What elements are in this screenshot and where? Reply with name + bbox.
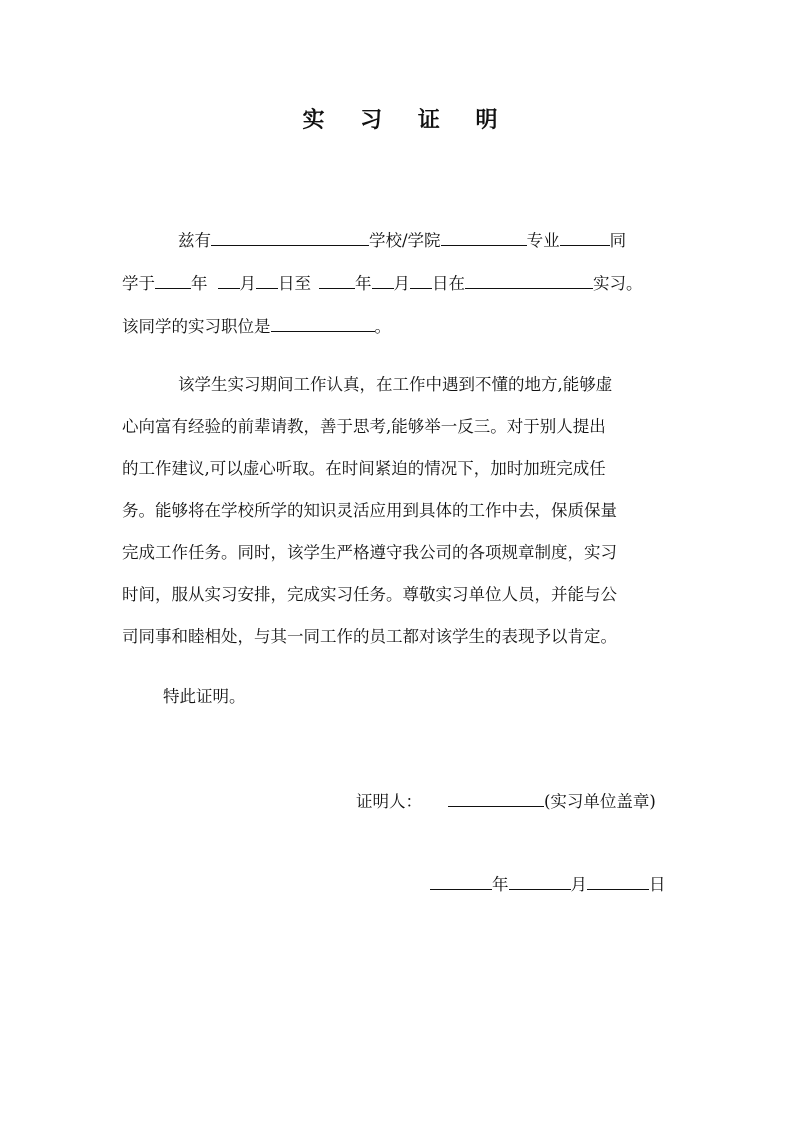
position-blank: [271, 315, 375, 332]
para2-line: 心向富有经验的前辈请教，善于思考,能够举一反三。对于别人提出: [122, 417, 606, 436]
closing-text: 特此证明。: [163, 687, 246, 706]
text: 年: [355, 274, 372, 293]
major-blank: [441, 229, 527, 246]
end-month-blank: [372, 272, 394, 289]
para1-line2: [122, 272, 643, 295]
text: 月: [239, 274, 256, 293]
day-blank: [587, 873, 649, 890]
name-blank: [560, 229, 610, 246]
para2-line: 的工作建议,可以虚心听取。在时间紧迫的情况下，加时加班完成任: [122, 459, 606, 478]
signature-label: 证明人：: [356, 792, 422, 811]
stamp-note: (实习单位盖章): [544, 792, 656, 811]
text: 学于: [122, 274, 155, 293]
text: 月: [393, 274, 410, 293]
text: 年: [191, 274, 208, 293]
document-title: 实 习 证 明: [302, 108, 512, 133]
start-month-blank: [218, 272, 240, 289]
signature-blank: [448, 790, 544, 807]
text: 该同学的实习职位是: [122, 317, 271, 336]
para1-line3: [122, 315, 391, 338]
end-year-blank: [319, 272, 355, 289]
text: 实习。: [593, 274, 643, 293]
month-blank: [509, 873, 571, 890]
para2-line: 完成工作任务。同时，该学生严格遵守我公司的各项规章制度，实习: [122, 543, 617, 562]
text: 学校/学院: [369, 231, 441, 250]
text: 日在: [432, 274, 465, 293]
text: 日: [649, 875, 666, 894]
text: 年: [492, 875, 509, 894]
text: 兹有: [178, 231, 211, 250]
year-blank: [430, 873, 492, 890]
para2-line: 务。能够将在学校所学的知识灵活应用到具体的工作中去，保质保量: [122, 501, 617, 520]
text: 同: [609, 231, 627, 250]
text: 专业: [526, 231, 560, 250]
text: 。: [374, 317, 391, 336]
school-blank: [211, 229, 369, 246]
end-day-blank: [410, 272, 432, 289]
date-line: [430, 873, 666, 896]
start-day-blank: [256, 272, 278, 289]
para1-line1: [178, 229, 626, 252]
para2-line: 时间，服从实习安排，完成实习任务。尊敬实习单位人员，并能与公: [122, 585, 617, 604]
para2-line: 司同事和睦相处，与其一同工作的员工都对该学生的表现予以肯定。: [122, 627, 617, 646]
text: 日至: [278, 274, 311, 293]
company-blank: [465, 272, 593, 289]
text: 月: [570, 875, 587, 894]
start-year-blank: [155, 272, 191, 289]
signature-line: [356, 790, 656, 813]
para2-line: 该学生实习期间工作认真，在工作中遇到不懂的地方,能够虚: [178, 375, 613, 394]
